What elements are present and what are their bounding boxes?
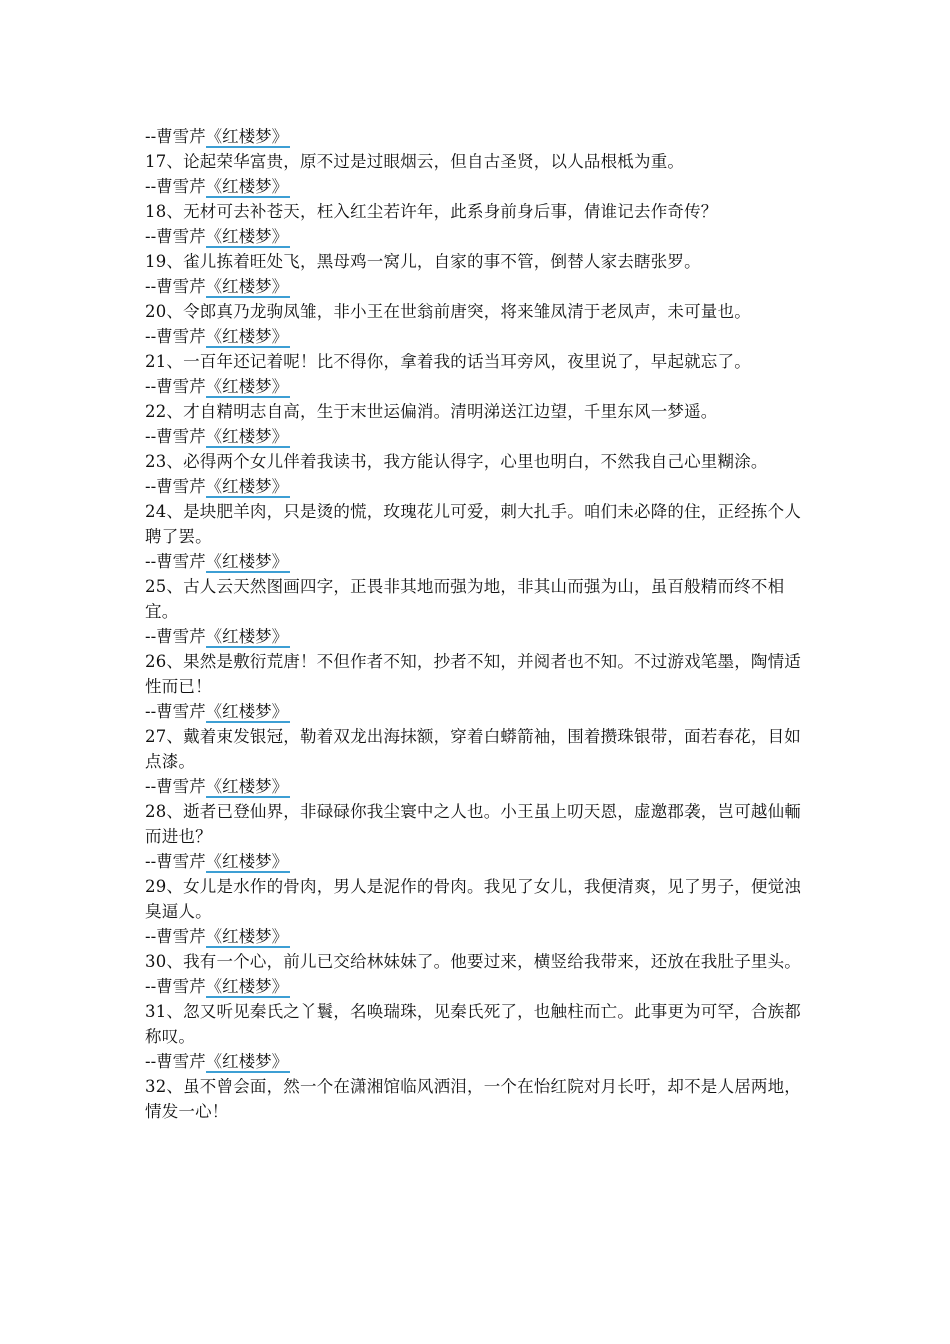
author-name: --曹雪芹 xyxy=(145,277,206,296)
quote-entry xyxy=(145,349,805,399)
book-title-link[interactable]: 《红楼梦》 xyxy=(205,377,289,396)
attribution-line xyxy=(145,974,805,999)
attribution-line xyxy=(145,124,805,149)
quote-text: 24、是块肥羊肉，只是烫的慌，玫瑰花儿可爱，刺大扎手。咱们未必降的住，正经拣个人聘了罢。 xyxy=(145,502,801,546)
book-title-link[interactable]: 《红楼梦》 xyxy=(205,127,289,146)
author-name: --曹雪芹 xyxy=(145,377,206,396)
attribution-line xyxy=(145,699,805,724)
book-title-link[interactable]: 《红楼梦》 xyxy=(205,927,289,946)
author-name: --曹雪芹 xyxy=(145,1052,206,1071)
book-title-link[interactable]: 《红楼梦》 xyxy=(205,277,289,296)
attribution-line xyxy=(145,174,805,199)
quote-text: 26、果然是敷衍荒唐！不但作者不知，抄者不知，并阅者也不知。不过游戏笔墨，陶情适性而已！ xyxy=(145,652,801,696)
quote-text: 20、令郎真乃龙驹凤雏，非小王在世翁前唐突，将来雏凤清于老凤声，未可量也。 xyxy=(145,302,751,321)
book-title-link[interactable]: 《红楼梦》 xyxy=(205,327,289,346)
author-name: --曹雪芹 xyxy=(145,427,206,446)
attribution-line xyxy=(145,274,805,299)
quote-text: 31、忽又听见秦氏之丫鬟，名唤瑞珠，见秦氏死了，也触柱而亡。此事更为可罕，合族都称叹。 xyxy=(145,1002,801,1046)
quote-entry xyxy=(145,874,805,949)
quote-text: 27、戴着束发银冠，勒着双龙出海抹额，穿着白蟒箭袖，围着攒珠银带，面若春花，目如点漆。 xyxy=(145,727,801,771)
quote-text: 28、逝者已登仙界，非碌碌你我尘寰中之人也。小王虽上叨天恩，虚邀郡袭，岂可越仙輀而进也？ xyxy=(145,802,801,846)
quote-text: 25、古人云天然图画四字，正畏非其地而强为地，非其山而强为山，虽百般精而终不相宜。 xyxy=(145,577,785,621)
author-name: --曹雪芹 xyxy=(145,477,206,496)
author-name: --曹雪芹 xyxy=(145,552,206,571)
attribution-line xyxy=(145,774,805,799)
quote-text: 21、一百年还记着呢！比不得你，拿着我的话当耳旁风，夜里说了，早起就忘了。 xyxy=(145,352,751,371)
quote-entry xyxy=(145,1074,805,1124)
quote-entry xyxy=(145,574,805,649)
quote-entry xyxy=(145,799,805,874)
book-title-link[interactable]: 《红楼梦》 xyxy=(205,227,289,246)
author-name: --曹雪芹 xyxy=(145,127,206,146)
attribution-line xyxy=(145,474,805,499)
attribution-line xyxy=(145,1049,805,1074)
quote-entry xyxy=(145,949,805,999)
attribution-line xyxy=(145,624,805,649)
author-name: --曹雪芹 xyxy=(145,327,206,346)
quote-text: 29、女儿是水作的骨肉，男人是泥作的骨肉。我见了女儿，我便清爽，见了男子，便觉浊臭逼人。 xyxy=(145,877,801,921)
quote-entry xyxy=(145,249,805,299)
quote-entry xyxy=(145,299,805,349)
quote-text: 30、我有一个心，前儿已交给林妹妹了。他要过来，横竖给我带来，还放在我肚子里头。 xyxy=(145,952,801,971)
book-title-link[interactable]: 《红楼梦》 xyxy=(205,477,289,496)
book-title-link[interactable]: 《红楼梦》 xyxy=(205,627,289,646)
author-name: --曹雪芹 xyxy=(145,702,206,721)
book-title-link[interactable]: 《红楼梦》 xyxy=(205,777,289,796)
attribution-line xyxy=(145,549,805,574)
author-name: --曹雪芹 xyxy=(145,927,206,946)
quote-text: 17、论起荣华富贵，原不过是过眼烟云，但自古圣贤，以人品根柢为重。 xyxy=(145,152,685,171)
author-name: --曹雪芹 xyxy=(145,977,206,996)
book-title-link[interactable]: 《红楼梦》 xyxy=(205,852,289,871)
attribution-line xyxy=(145,324,805,349)
quote-entry xyxy=(145,149,805,199)
quote-entry xyxy=(145,199,805,249)
attribution-line xyxy=(145,849,805,874)
author-name: --曹雪芹 xyxy=(145,852,206,871)
quote-text: 19、雀儿拣着旺处飞，黑母鸡一窝儿，自家的事不管，倒替人家去瞎张罗。 xyxy=(145,252,701,271)
quote-text: 22、才自精明志自高，生于末世运偏消。清明涕送江边望，千里东风一梦遥。 xyxy=(145,402,718,421)
author-name: --曹雪芹 xyxy=(145,177,206,196)
attribution-line xyxy=(145,224,805,249)
attribution-line xyxy=(145,424,805,449)
quote-text: 23、必得两个女儿伴着我读书，我方能认得字，心里也明白，不然我自己心里糊涂。 xyxy=(145,452,768,471)
book-title-link[interactable]: 《红楼梦》 xyxy=(205,427,289,446)
quote-list xyxy=(145,149,805,1124)
book-title-link[interactable]: 《红楼梦》 xyxy=(205,977,289,996)
quote-text: 32、虽不曾会面，然一个在潇湘馆临风洒泪，一个在怡红院对月长吁，却不是人居两地，情发一心！ xyxy=(145,1077,801,1121)
book-title-link[interactable]: 《红楼梦》 xyxy=(205,702,289,721)
book-title-link[interactable]: 《红楼梦》 xyxy=(205,177,289,196)
author-name: --曹雪芹 xyxy=(145,627,206,646)
quote-entry xyxy=(145,649,805,724)
book-title-link[interactable]: 《红楼梦》 xyxy=(205,1052,289,1071)
quote-entry xyxy=(145,399,805,449)
quote-entry xyxy=(145,999,805,1074)
quote-text: 18、无材可去补苍天，枉入红尘若许年，此系身前身后事，倩谁记去作奇传？ xyxy=(145,202,718,221)
quote-entry xyxy=(145,724,805,799)
author-name: --曹雪芹 xyxy=(145,227,206,246)
document-page xyxy=(145,124,805,1124)
attribution-line xyxy=(145,374,805,399)
book-title-link[interactable]: 《红楼梦》 xyxy=(205,552,289,571)
author-name: --曹雪芹 xyxy=(145,777,206,796)
quote-entry xyxy=(145,449,805,499)
attribution-line xyxy=(145,924,805,949)
quote-entry xyxy=(145,499,805,574)
